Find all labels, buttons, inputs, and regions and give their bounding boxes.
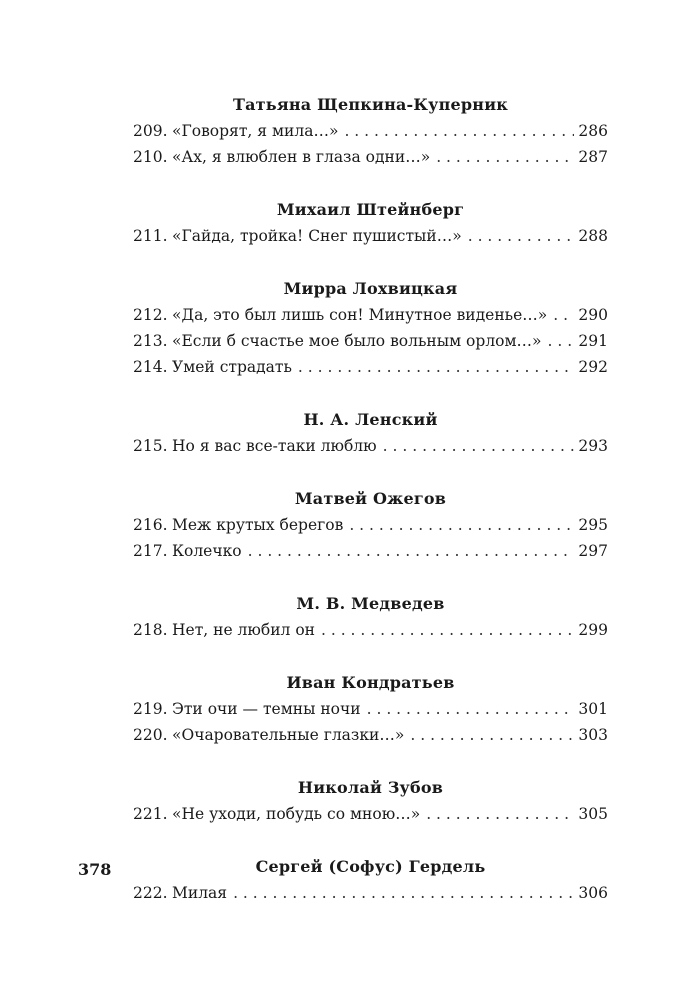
toc-entry[interactable] [133, 538, 608, 564]
entry-page: 306 [578, 884, 608, 902]
entry-page: 291 [578, 332, 608, 350]
entry-title: «Очаровательные глазки…» [172, 726, 405, 744]
entry-page: 305 [578, 805, 608, 823]
dot-leader [548, 328, 575, 354]
entry-title: «Гайда, тройка! Снег пушистый…» [172, 227, 462, 245]
entry-title: Колечко [172, 542, 242, 560]
entry-title: Умей страдать [172, 358, 292, 376]
entry-page: 293 [578, 437, 608, 455]
toc-section [133, 670, 608, 748]
dot-leader [426, 801, 574, 827]
dot-leader [344, 118, 574, 144]
entry-title: Милая [172, 884, 228, 902]
entry-page: 301 [578, 700, 608, 718]
entry-number: 213. [133, 332, 168, 350]
toc-section [133, 92, 608, 170]
toc-entry[interactable] [133, 801, 608, 827]
toc-section [133, 486, 608, 564]
toc-entry[interactable] [133, 617, 608, 643]
toc-section [133, 197, 608, 249]
entry-title: Нет, не любил он [172, 621, 315, 639]
entry-page: 295 [578, 516, 608, 534]
dot-leader [367, 696, 575, 722]
entry-number: 220. [133, 726, 168, 744]
entry-page: 303 [578, 726, 608, 744]
dot-leader [321, 617, 574, 643]
entry-number: 219. [133, 700, 168, 718]
entry-title: «Не уходи, побудь со мною…» [172, 805, 421, 823]
dot-leader [248, 538, 575, 564]
toc-entry[interactable] [133, 144, 608, 170]
entry-page: 292 [578, 358, 608, 376]
dot-leader [553, 302, 574, 328]
author-heading: Михаил Штейнберг [276, 200, 465, 219]
dot-leader [410, 722, 574, 748]
table-of-contents [133, 92, 608, 906]
book-page-number: 378 [78, 860, 112, 879]
entry-title: «Если б счастье мое было вольным орлом…» [172, 332, 542, 350]
author-heading: Мирра Лохвицкая [283, 279, 458, 298]
entry-number: 222. [133, 884, 168, 902]
dot-leader [436, 144, 574, 170]
author-heading: Николай Зубов [297, 778, 444, 797]
entry-page: 297 [578, 542, 608, 560]
toc-entry[interactable] [133, 328, 608, 354]
entry-number: 212. [133, 306, 168, 324]
toc-entry[interactable] [133, 512, 608, 538]
toc-entry[interactable] [133, 722, 608, 748]
entry-number: 218. [133, 621, 168, 639]
toc-entry[interactable] [133, 696, 608, 722]
entry-page: 286 [578, 122, 608, 140]
author-heading: М. В. Медведев [296, 594, 445, 613]
author-heading: Сергей (Софус) Гердель [255, 857, 486, 876]
entry-number: 217. [133, 542, 168, 560]
toc-section [133, 854, 608, 906]
author-heading: Татьяна Щепкина-Куперник [232, 95, 509, 114]
toc-section [133, 775, 608, 827]
toc-entry[interactable] [133, 433, 608, 459]
dot-leader [298, 354, 575, 380]
entry-page: 290 [578, 306, 608, 324]
author-heading: Матвей Ожегов [294, 489, 447, 508]
entry-title: Но я вас все-таки люблю [172, 437, 377, 455]
toc-entry[interactable] [133, 118, 608, 144]
toc-entry[interactable] [133, 354, 608, 380]
toc-entry[interactable] [133, 880, 608, 906]
dot-leader [349, 512, 574, 538]
entry-title: «Да, это был лишь сон! Минутное виденье…» [172, 306, 548, 324]
entry-number: 209. [133, 122, 168, 140]
toc-section [133, 276, 608, 380]
entry-number: 210. [133, 148, 168, 166]
entry-page: 288 [578, 227, 608, 245]
entry-number: 221. [133, 805, 168, 823]
entry-number: 214. [133, 358, 168, 376]
entry-number: 211. [133, 227, 168, 245]
entry-page: 299 [578, 621, 608, 639]
dot-leader [468, 223, 575, 249]
entry-number: 215. [133, 437, 168, 455]
entry-title: «Говорят, я мила…» [172, 122, 339, 140]
dot-leader [233, 880, 574, 906]
toc-section [133, 591, 608, 643]
author-heading: Иван Кондратьев [286, 673, 455, 692]
entry-title: «Ах, я влюблен в глаза одни…» [172, 148, 431, 166]
toc-section [133, 407, 608, 459]
dot-leader [383, 433, 575, 459]
entry-number: 216. [133, 516, 168, 534]
entry-title: Меж крутых берегов [172, 516, 344, 534]
toc-entry[interactable] [133, 223, 608, 249]
author-heading: Н. А. Ленский [303, 410, 438, 429]
toc-entry[interactable] [133, 302, 608, 328]
entry-title: Эти очи — темны ночи [172, 700, 361, 718]
entry-page: 287 [578, 148, 608, 166]
